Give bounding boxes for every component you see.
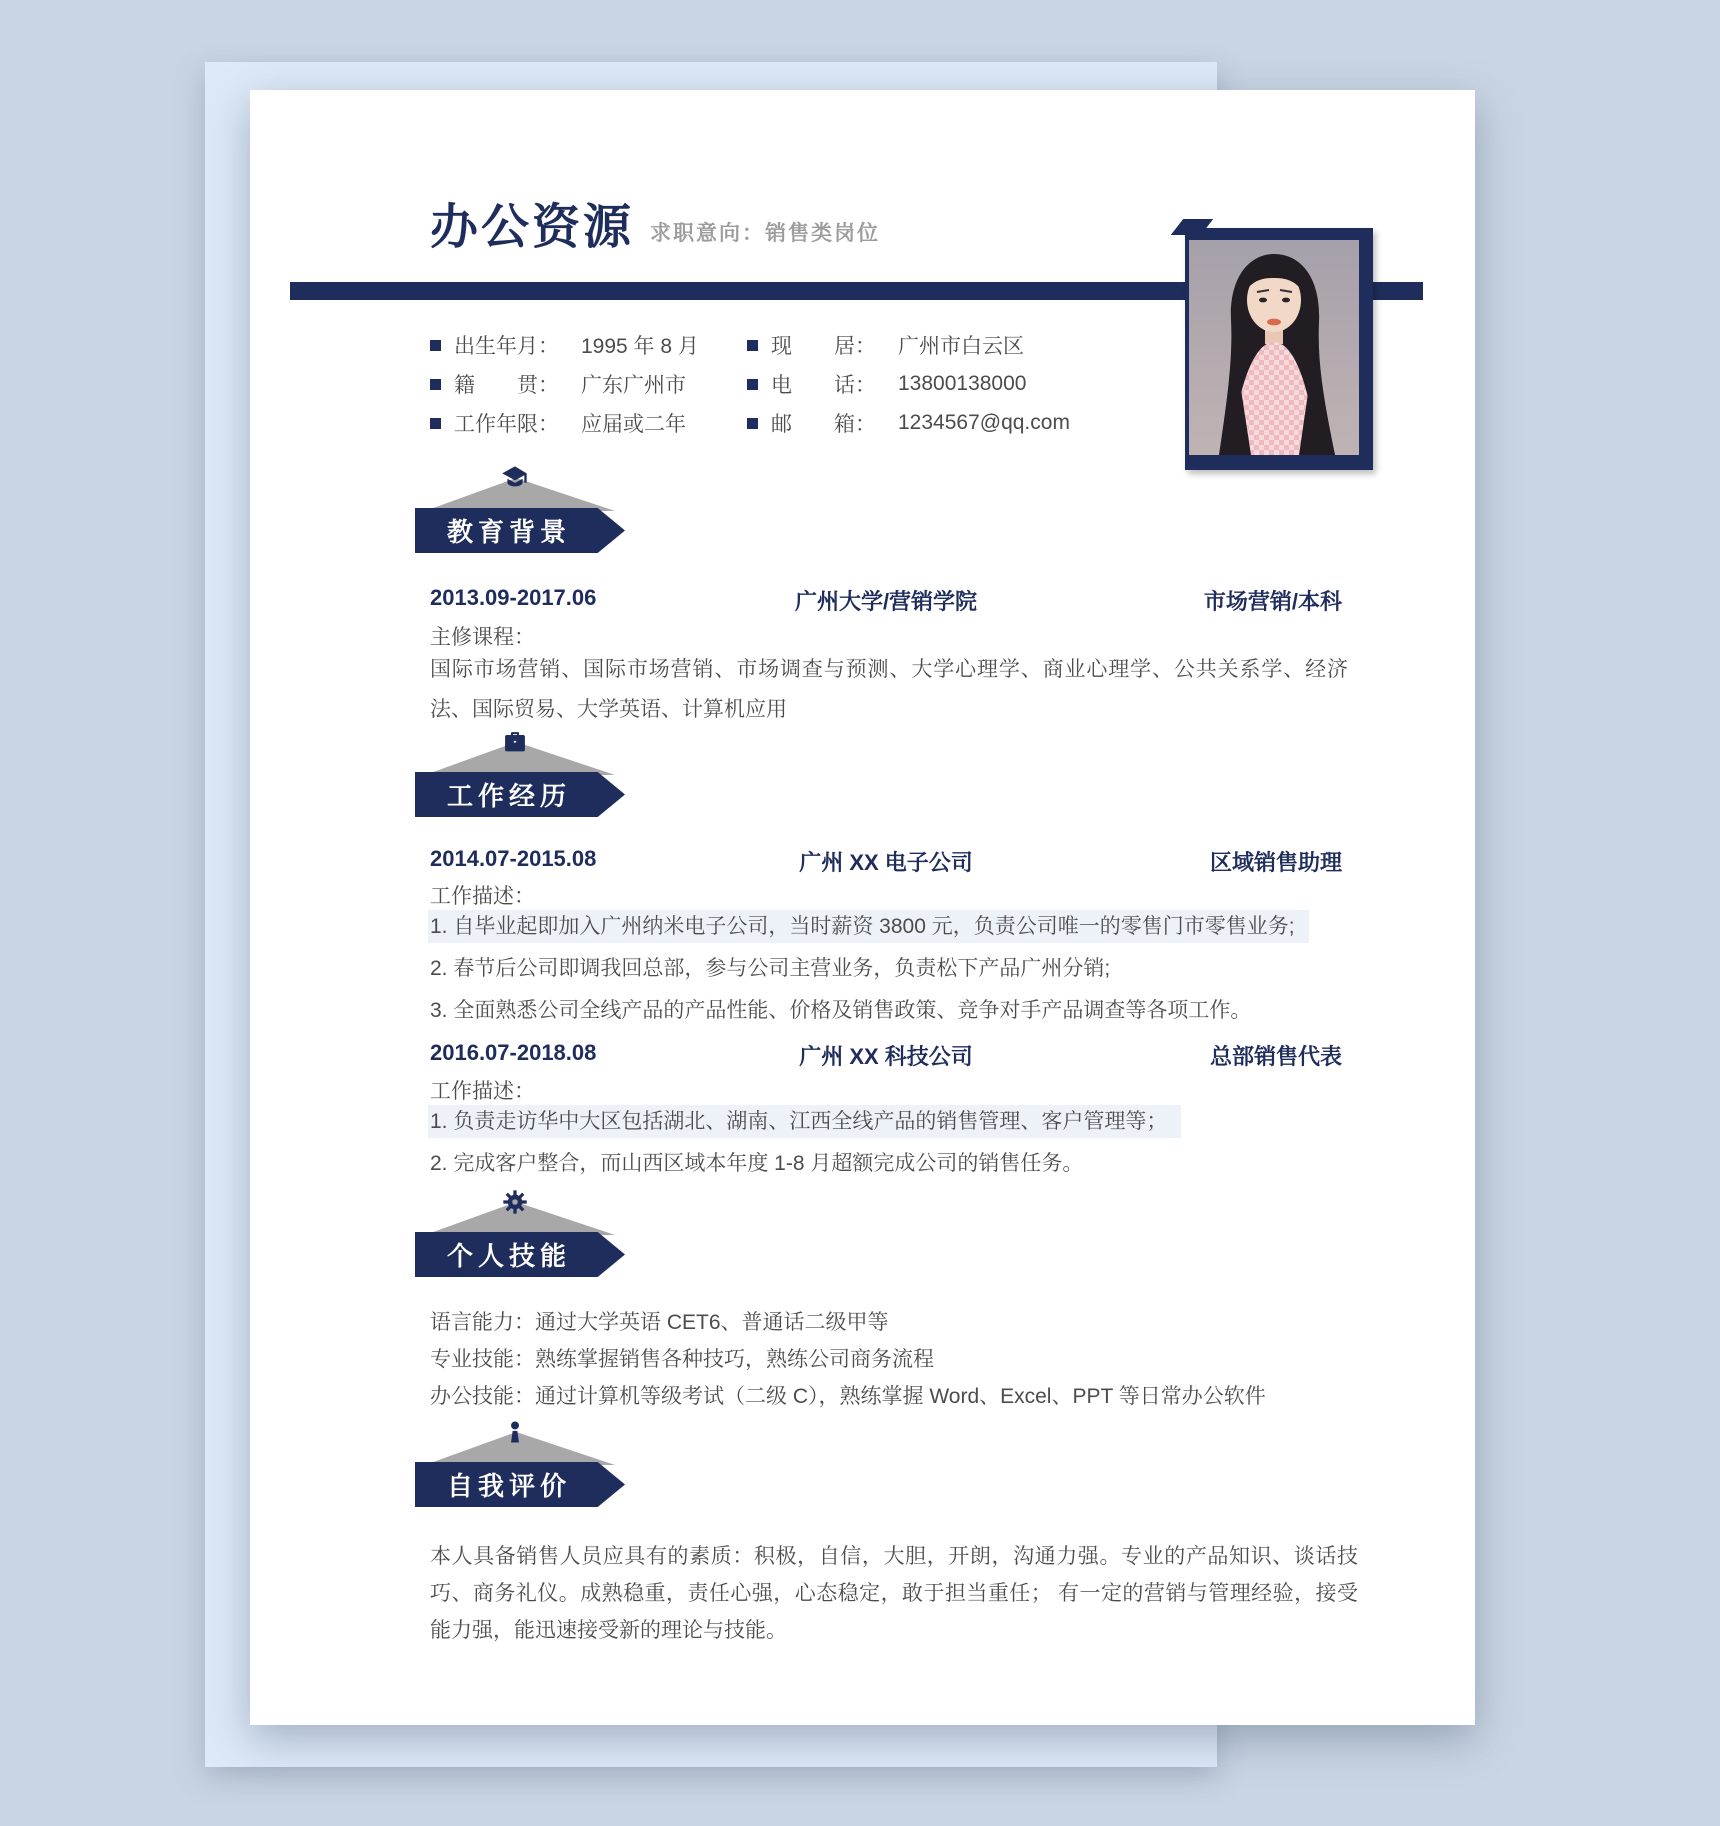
portrait-illustration (1189, 240, 1359, 455)
section-title: 教育背景 (446, 517, 571, 547)
info-birth (430, 330, 747, 360)
job1-entry-head (430, 846, 1342, 874)
gear-icon (501, 1188, 529, 1216)
info-email (747, 408, 1070, 438)
square-bullet-icon (430, 340, 441, 351)
job1-item-3: 3. 全面熟悉公司全线产品的产品性能、价格及销售政策、竞争对手产品调查等各项工作。 (430, 999, 1252, 1022)
info-value: 1995 年 8 月 (581, 335, 699, 358)
section-title: 工作经历 (446, 781, 571, 811)
info-native-place (430, 369, 747, 399)
person-icon (501, 1418, 529, 1446)
section-banner-evaluation (415, 1426, 630, 1508)
info-label: 籍 贯： (454, 374, 559, 397)
info-residence (747, 330, 1024, 360)
info-value: 13800138000 (898, 372, 1027, 395)
section-title: 自我评价 (446, 1471, 571, 1501)
education-entry-head (430, 585, 1342, 613)
skill-office: 办公技能：通过计算机等级考试（二级 C），熟练掌握 Word、Excel、PPT 等日常办公软件 (430, 1385, 1266, 1408)
job-intention: 求职意向：销售类岗位 (650, 222, 880, 245)
job1-desc-list (430, 910, 1355, 1036)
page-title: 办公资源 (430, 201, 635, 254)
job2-desc-list (430, 1105, 1355, 1189)
info-value: 应届或二年 (581, 413, 686, 436)
info-label: 电 话： (771, 374, 876, 397)
courses-label: 主修课程： (430, 626, 535, 649)
info-value: 广东广州市 (581, 374, 686, 397)
job2-item-1: 1. 负责走访华中大区包括湖北、湖南、江西全线产品的销售管理、客户管理等； (430, 1105, 1355, 1138)
info-label: 出生年月： (454, 335, 559, 358)
info-value: 1234567@qq.com (898, 411, 1070, 434)
info-label: 邮 箱： (771, 413, 876, 436)
job2-company: 广州 XX 科技公司 (799, 1044, 973, 1069)
id-photo (1189, 240, 1359, 455)
info-label: 工作年限： (454, 413, 559, 436)
square-bullet-icon (747, 340, 758, 351)
education-school: 广州大学/营销学院 (794, 589, 978, 614)
square-bullet-icon (747, 418, 758, 429)
section-title: 个人技能 (446, 1241, 571, 1271)
square-bullet-icon (430, 418, 441, 429)
job1-item-2: 2. 春节后公司即调我回总部，参与公司主营业务，负责松下产品广州分销; (430, 957, 1111, 980)
section-banner-education (415, 472, 630, 554)
square-bullet-icon (747, 379, 758, 390)
id-photo-frame (1173, 218, 1373, 470)
job1-desc-label: 工作描述： (430, 885, 535, 908)
skill-professional: 专业技能：熟练掌握销售各种技巧，熟练公司商务流程 (430, 1348, 934, 1371)
job2-desc-label: 工作描述： (430, 1080, 535, 1103)
courses-text: 国际市场营销、国际市场营销、市场调查与预测、大学心理学、商业心理学、公共关系学、经济法、国际贸易、大学英语、计算机应用 (430, 658, 1348, 721)
job2-item-2: 2. 完成客户整合，而山西区域本年度 1-8 月超额完成公司的销售任务。 (430, 1152, 1084, 1175)
job1-item-1: 1. 自毕业起即加入广州纳米电子公司，当时薪资 3800 元，负责公司唯一的零售门市零售业务; (430, 910, 1355, 943)
section-banner-work (415, 736, 630, 818)
self-evaluation-text: 本人具备销售人员应具有的素质：积极，自信，大胆，开朗，沟通力强。专业的产品知识、谈话技巧、商务礼仪。成熟稳重，责任心强，心态稳定，敢于担当重任； 有一定的营销与管理经验，接受能力强，能迅速接受新的理论与技能。 (430, 1545, 1358, 1642)
info-label: 现 居： (771, 335, 876, 358)
job2-role: 总部销售代表 (1209, 1044, 1342, 1069)
graduation-cap-icon (501, 464, 529, 492)
job2-period: 2016.07-2018.08 (430, 1040, 597, 1065)
skill-language: 语言能力：通过大学英语 CET6、普通话二级甲等 (430, 1311, 889, 1334)
job1-company: 广州 XX 电子公司 (799, 850, 973, 875)
info-value: 广州市白云区 (898, 335, 1024, 358)
job1-role: 区域销售助理 (1209, 850, 1342, 875)
briefcase-icon (501, 728, 529, 756)
info-experience-years (430, 408, 747, 438)
resume-page (250, 90, 1475, 1725)
job1-period: 2014.07-2015.08 (430, 846, 597, 871)
education-degree: 市场营销/本科 (1203, 589, 1342, 614)
job2-entry-head (430, 1040, 1342, 1068)
info-phone (747, 369, 1026, 399)
square-bullet-icon (430, 379, 441, 390)
section-banner-skills (415, 1196, 630, 1278)
education-period: 2013.09-2017.06 (430, 585, 597, 610)
